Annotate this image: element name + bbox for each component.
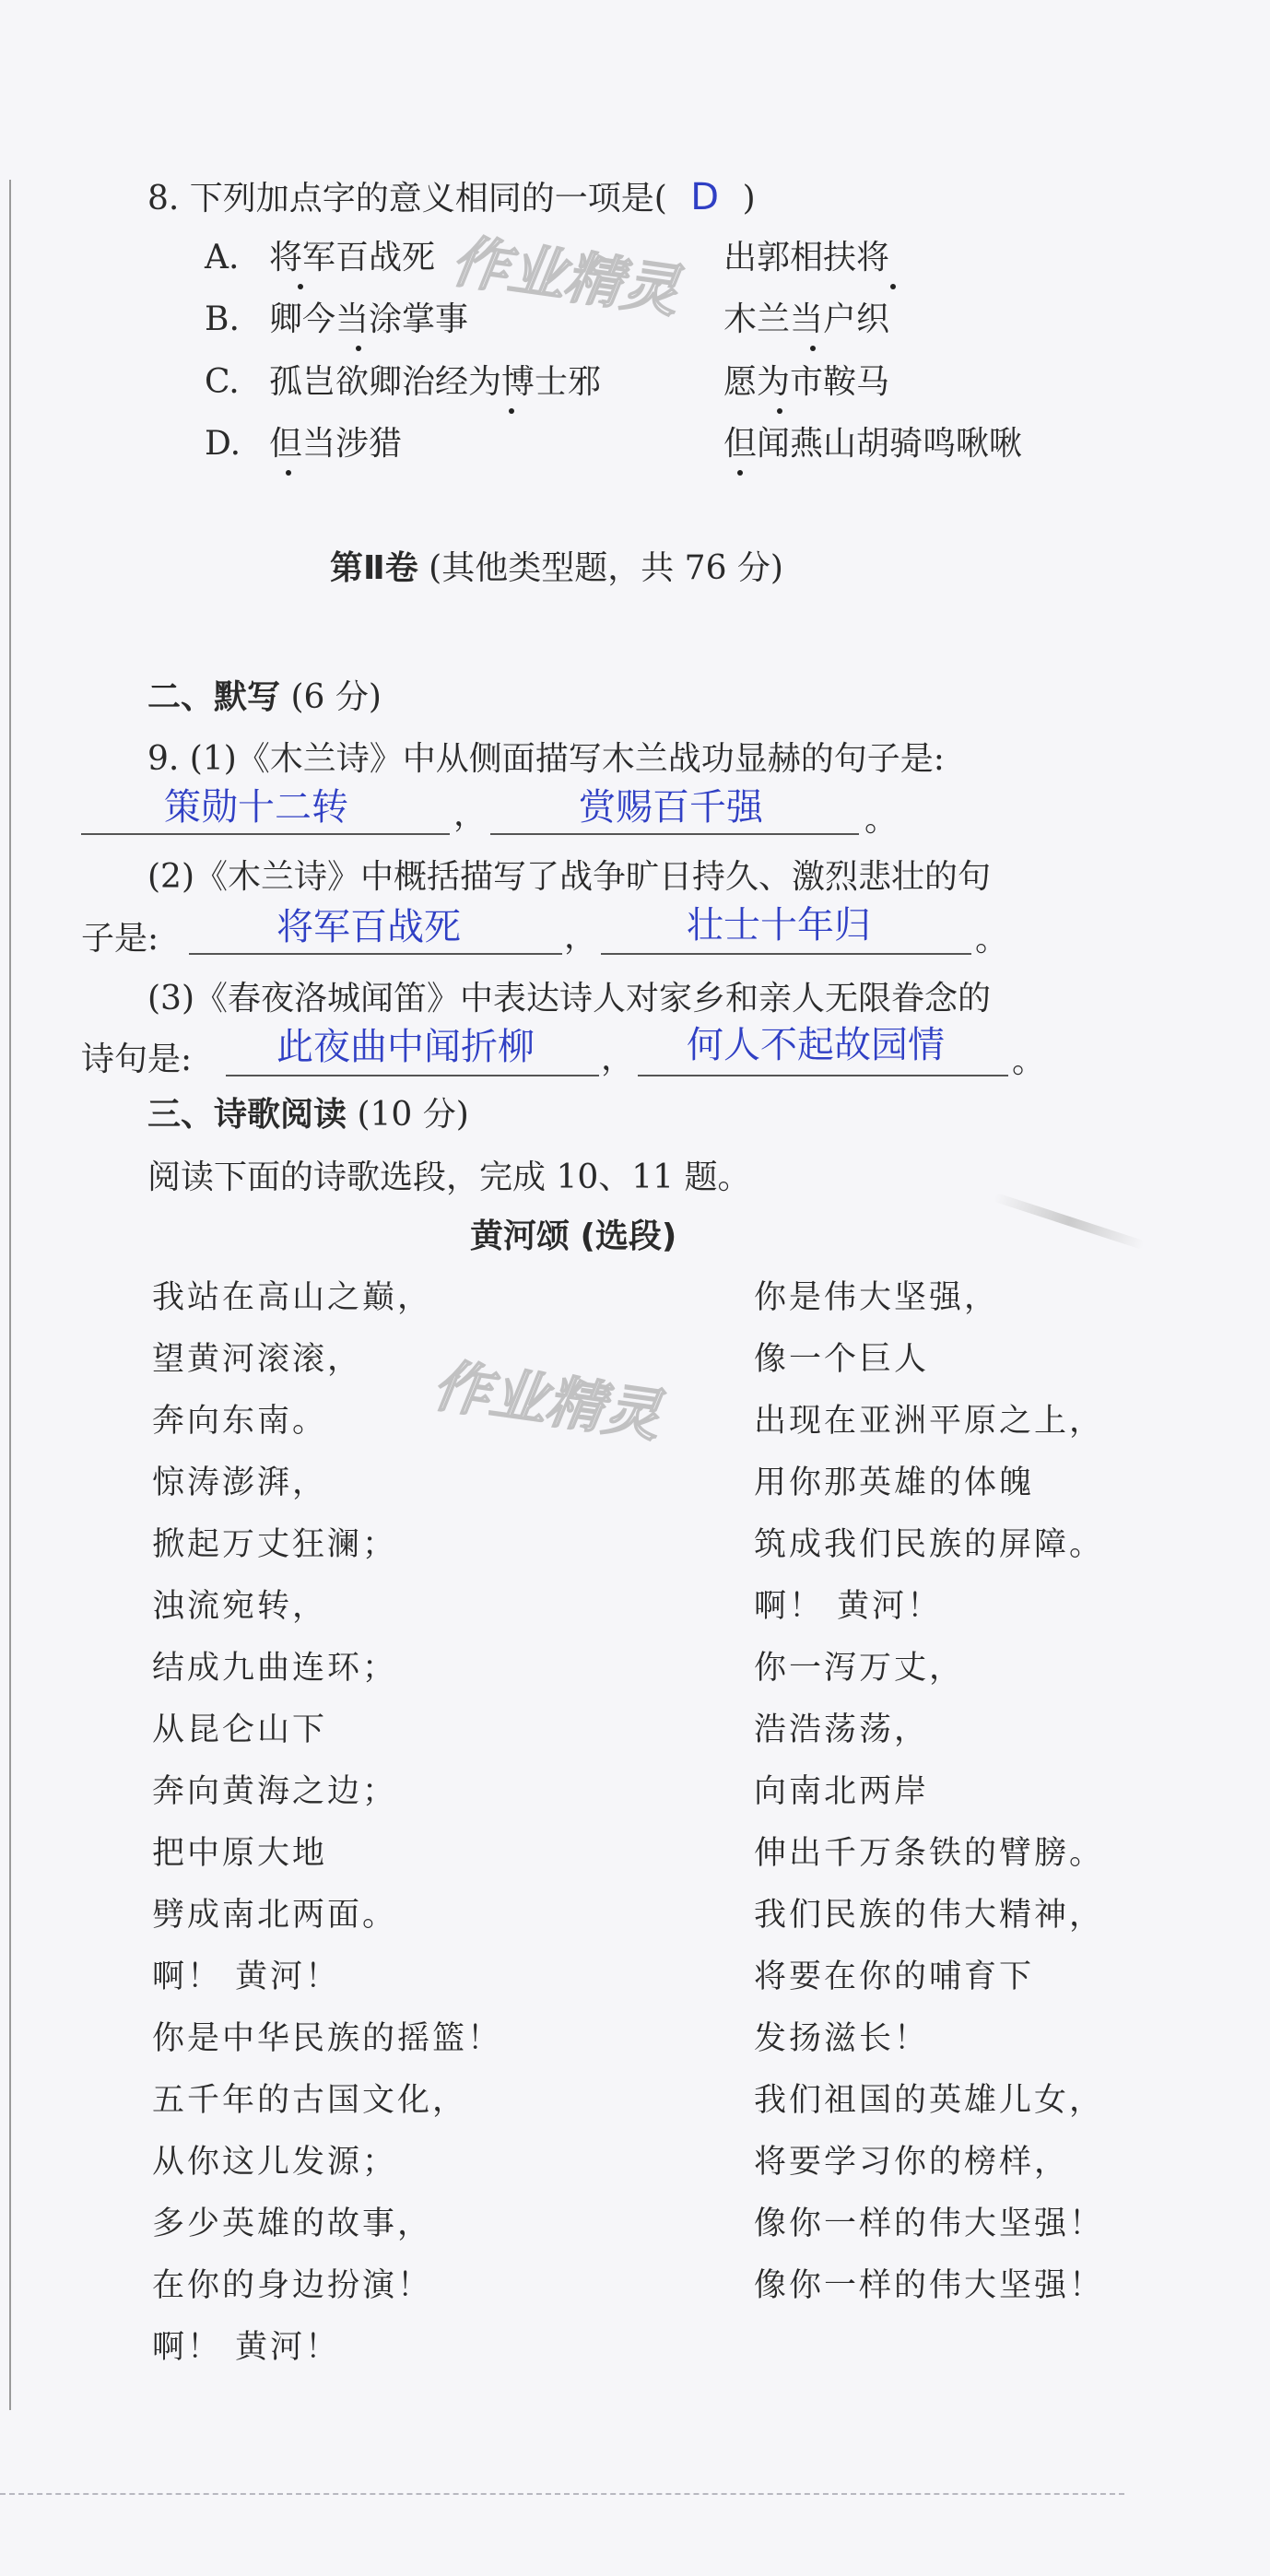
- emphasis-dot: [777, 408, 782, 414]
- poem-line: 将要学习你的榜样，: [754, 2144, 1070, 2181]
- poem-line: 从昆仑山下: [152, 1711, 328, 1748]
- q9-2-cont: 子是:: [81, 920, 159, 958]
- poem-line: 我们民族的伟大精神，: [754, 1897, 1105, 1934]
- poem-line: 像一个巨人: [754, 1341, 930, 1378]
- section2-score: (6 分): [290, 678, 382, 716]
- poem-line: 多少英雄的故事，: [152, 2205, 433, 2242]
- section3-instruction: 阅读下面的诗歌选段，完成 10、11 题。: [147, 1159, 751, 1196]
- poem-line: 啊！ 黄河！: [152, 1958, 341, 1995]
- q9-1-answer-2: 赏赐百千强: [579, 786, 763, 829]
- poem-title: 黄河颂: [470, 1217, 570, 1255]
- comma: ，: [601, 1040, 635, 1077]
- q9-2-answer-1: 将军百战死: [276, 906, 461, 948]
- poem-line: 将要在你的哺育下: [754, 1958, 1035, 1995]
- q8-option-b-right: 木兰当户织: [723, 300, 890, 338]
- part2-title: 第Ⅱ卷: [330, 549, 418, 587]
- poem-line: 你是伟大坚强，: [754, 1279, 1000, 1316]
- q8-option-letter-c: C.: [205, 363, 240, 401]
- poem-line: 发扬滋长！: [754, 2020, 930, 2057]
- q8-option-c-left: 孤岂欲卿治经为博士邪: [269, 363, 602, 401]
- poem-line: 劈成南北两面。: [152, 1897, 398, 1934]
- scan-smudge: [994, 1193, 1146, 1250]
- q8-option-a-right: 出郭相扶将: [723, 239, 890, 276]
- q9-3-cont: 诗句是:: [81, 1041, 193, 1078]
- poem-line: 浩浩荡荡，: [754, 1711, 930, 1748]
- poem-line: 五千年的古国文化，: [152, 2082, 468, 2119]
- period: 。: [1012, 1042, 1046, 1080]
- poem-heading: [470, 1217, 676, 1257]
- period: 。: [864, 801, 899, 839]
- q9-2-answer-2: 壮士十年归: [687, 904, 871, 947]
- section3-score: (10 分): [357, 1096, 469, 1134]
- q9-3-answer-2: 何人不起故园情: [687, 1024, 945, 1066]
- poem-subtitle: (选段): [580, 1217, 677, 1255]
- answer-line: [490, 833, 859, 835]
- watermark: 作业精灵: [447, 227, 684, 325]
- q8-answer: D: [690, 176, 720, 218]
- q8-option-letter-d: D.: [205, 425, 241, 463]
- section3-title: 三、诗歌阅读: [147, 1096, 347, 1134]
- poem-line: 掀起万丈狂澜；: [152, 1526, 398, 1563]
- poem-line: 你是中华民族的摇篮！: [152, 2020, 503, 2057]
- poem-line: 筑成我们民族的屏障。: [754, 1526, 1105, 1563]
- q8-option-b-left: 卿今当涂掌事: [269, 300, 469, 338]
- section2-title: 二、默写: [147, 678, 281, 716]
- poem-line: 浊流宛转，: [152, 1588, 328, 1625]
- q8-option-letter-a: A.: [205, 239, 240, 276]
- q9-1-text: 9. (1)《木兰诗》中从侧面描写木兰战功显赫的句子是:: [147, 740, 945, 778]
- part2-heading: [330, 548, 783, 589]
- q9-1-answer-1: 策勋十二转: [164, 786, 348, 829]
- q9-3-answer-1: 此夜曲中闻折柳: [276, 1026, 535, 1068]
- q8-option-letter-b: B.: [205, 300, 240, 338]
- emphasis-dot: [509, 408, 514, 414]
- poem-line: 像你一样的伟大坚强！: [754, 2267, 1105, 2304]
- emphasis-dot: [356, 346, 361, 351]
- poem-line: 奔向黄海之边；: [152, 1773, 398, 1810]
- q8-stem-text: 8. 下列加点字的意义相同的一项是(: [147, 180, 667, 218]
- poem-line: 在你的身边扮演！: [152, 2267, 433, 2304]
- poem-line: 啊！ 黄河！: [152, 2329, 341, 2366]
- poem-line: 望黄河滚滚，: [152, 1341, 363, 1378]
- poem-line: 把中原大地: [152, 1835, 328, 1872]
- poem-line: 我们祖国的英雄儿女，: [754, 2082, 1105, 2119]
- q9-3-text: (3)《春夜洛城闻笛》中表达诗人对家乡和亲人无限眷念的: [147, 980, 991, 1017]
- answer-line: [638, 1075, 1008, 1076]
- comma: ，: [453, 795, 488, 833]
- q9-2-text: (2)《木兰诗》中概括描写了战争旷日持久、激烈悲壮的句: [147, 858, 991, 896]
- answer-line: [226, 1075, 599, 1076]
- part2-subtitle: (其他类型题，共 76 分): [429, 549, 783, 587]
- q8-option-d-right: 但闻燕山胡骑鸣啾啾: [723, 425, 1023, 463]
- answer-line: [189, 953, 562, 955]
- poem-line: 出现在亚洲平原之上，: [754, 1403, 1105, 1440]
- section3-heading: [147, 1095, 469, 1135]
- poem-line: 从你这儿发源；: [152, 2144, 398, 2181]
- emphasis-dot: [737, 470, 743, 476]
- page-margin-line: [9, 180, 11, 2410]
- poem-line: 向南北两岸: [754, 1773, 930, 1810]
- q8-option-c-right: 愿为市鞍马: [723, 363, 890, 401]
- poem-line: 结成九曲连环；: [152, 1650, 398, 1687]
- poem-line: 啊！ 黄河！: [754, 1588, 943, 1625]
- poem-line: 像你一样的伟大坚强！: [754, 2205, 1105, 2242]
- q8-stem: [147, 175, 756, 219]
- q8-option-a-left: 将军百战死: [269, 239, 436, 276]
- poem-line: 伸出千万条铁的臂膀。: [754, 1835, 1105, 1872]
- answer-line: [81, 833, 450, 835]
- poem-line: 你一泻万丈，: [754, 1650, 965, 1687]
- page-bottom-divider: [0, 2493, 1124, 2495]
- poem-line: 奔向东南。: [152, 1403, 328, 1440]
- q8-close-paren: ): [742, 180, 756, 218]
- section2-heading: [147, 677, 382, 718]
- emphasis-dot: [286, 470, 291, 476]
- comma: ，: [564, 918, 598, 956]
- emphasis-dot: [298, 284, 303, 289]
- period: 。: [975, 921, 1009, 959]
- watermark: 作业精灵: [429, 1351, 665, 1450]
- emphasis-dot: [810, 346, 816, 351]
- emphasis-dot: [890, 284, 896, 289]
- poem-line: 用你那英雄的体魄: [754, 1464, 1035, 1501]
- poem-line: 惊涛澎湃，: [152, 1464, 328, 1501]
- answer-line: [601, 953, 971, 955]
- poem-line: 我站在高山之巅，: [152, 1279, 433, 1316]
- q8-option-d-left: 但当涉猎: [269, 425, 403, 463]
